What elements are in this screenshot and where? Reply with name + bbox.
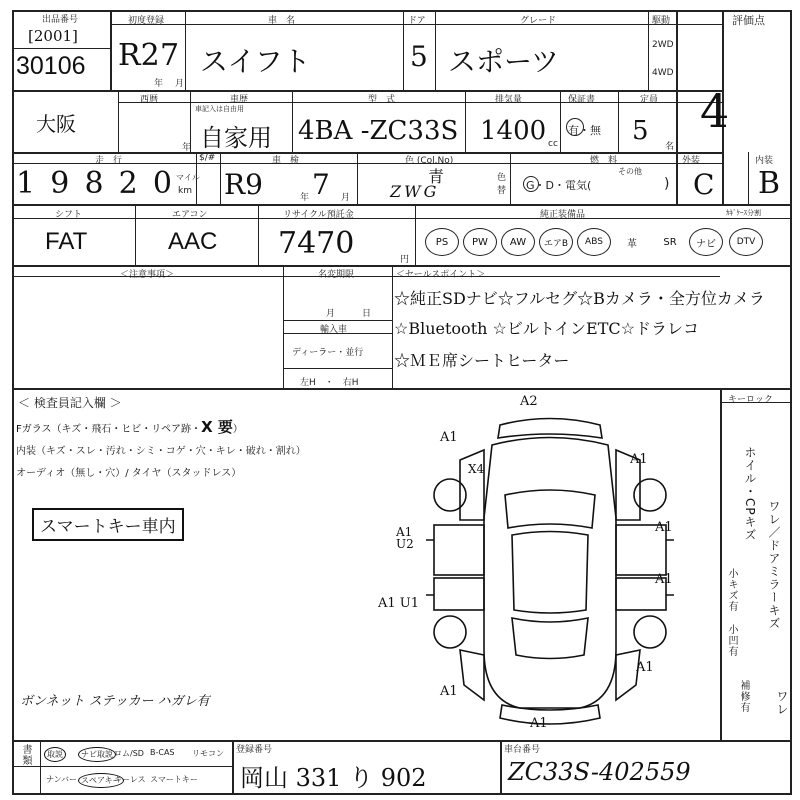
sales-line: ☆ＭＥ席シートヒーター (394, 351, 570, 370)
front-bumper (498, 419, 602, 439)
history-label: 車歴 (230, 95, 249, 105)
equipment-option: PW (463, 228, 497, 256)
recycle-value: 7470 (278, 226, 355, 261)
inspection-year-unit: 年 (300, 193, 310, 203)
mileage-digits (16, 166, 172, 202)
mileage-digit: 8 (84, 166, 104, 201)
damage-mark: A1 (630, 452, 648, 467)
dealer-label: ディーラー・並行 (292, 348, 364, 358)
damage-mark: A1 (655, 572, 673, 587)
keylock-label: キーロック (728, 395, 773, 405)
lot-year: [2001] (28, 27, 78, 45)
side-text-3: ワレ (775, 690, 789, 716)
quarter-left (460, 650, 484, 700)
keycase-label: ｶｷﾞｹｰｽ分割 (726, 209, 761, 217)
fglass-end: ） (232, 424, 243, 435)
first-reg-year: 7 (160, 38, 180, 73)
reg-label: 登録番号 (236, 745, 273, 755)
chassis-label: 車台番号 (504, 745, 541, 755)
fuel-other: その他 (618, 167, 642, 176)
inspection-month-unit: 月 (341, 193, 351, 203)
score-label: 評価点 (732, 14, 765, 27)
capacity-value: 5 (632, 116, 649, 146)
repaint-label: 色替 (497, 173, 507, 196)
sticker-note: ボンネット ステッカー ハガレ有 (20, 694, 210, 709)
equipment-option: SR (663, 236, 677, 248)
recycle-label: リサイクル預託金 (283, 210, 354, 220)
equipment-label: 純正装備品 (540, 210, 586, 220)
persons-unit: 名 (665, 142, 675, 152)
grade-value: スポーツ (448, 45, 559, 78)
history-note: 車記入は自由用 (195, 105, 244, 113)
doc-item: ロム/SD (114, 749, 144, 758)
car-diagram (420, 400, 680, 735)
color-label: 色 (Col.No) (405, 156, 454, 166)
equipment-option: エアB (539, 228, 573, 256)
grade-label: グレード (520, 16, 557, 26)
docs-label: 書類 (20, 744, 31, 766)
wheel-rear-right (634, 616, 666, 648)
chassis-value: ZC33S-402559 (508, 758, 691, 786)
doc-item: リモコン (192, 749, 224, 758)
damage-mark: A2 (520, 394, 538, 409)
doors-label: ドア (408, 16, 426, 26)
km-unit: km (178, 186, 192, 196)
damage-mark: A1 (440, 684, 458, 699)
color-code: ZWG (390, 182, 440, 201)
mileage-label: 走 行 (95, 156, 123, 166)
history-value: 自家用 (200, 124, 272, 152)
door-rear-left (434, 578, 484, 610)
import-label: 輸入車 (320, 325, 348, 335)
drive-label: 駆動 (652, 16, 671, 26)
car-name-label: 車 名 (268, 16, 296, 26)
sales-label: ＜セールスポイント＞ (396, 270, 486, 280)
inspection-label: 車 検 (272, 156, 300, 166)
first-reg-label: 初度登録 (128, 16, 165, 26)
sales-line: ☆純正SDナビ☆フルセグ☆Bカメラ・全方位カメラ (394, 289, 765, 308)
displacement-label: 排気量 (495, 95, 523, 105)
wheel-front-right (634, 479, 666, 511)
door-front-left (434, 525, 484, 575)
equipment-option: ナビ (689, 228, 723, 256)
equipment-option: ABS (577, 228, 611, 256)
fglass-mark: X 要 (201, 418, 233, 436)
mileage-digit: 0 (152, 166, 172, 201)
inspection-era: R9 (224, 168, 263, 201)
car-name: スイフト (200, 45, 311, 78)
warranty-options: 有・無 (568, 124, 601, 137)
doc-item: ナビ取説 (78, 747, 116, 762)
month-unit: 月 (175, 79, 185, 89)
deadline-label: 名変期限 (318, 270, 355, 280)
doc-item: スマートキー (150, 775, 198, 784)
inspection-month: 7 (312, 168, 330, 201)
year-unit-2: 年 (182, 143, 192, 153)
body-outline (484, 438, 616, 709)
doc-item: ナンバー (46, 775, 78, 784)
ac-label: エアコン (172, 210, 208, 220)
side-small-3: 補修有 (738, 680, 749, 713)
deadline-date: 月 日 (326, 309, 372, 319)
damage-mark: A1 (530, 716, 548, 731)
color-value: 青 (428, 167, 445, 186)
mileage-digit: 2 (118, 166, 138, 201)
mile-unit: マイル (176, 173, 200, 182)
roof (512, 532, 588, 614)
handle-label: 左H ・ 右H (300, 378, 359, 388)
side-text-2: ワレ／ドアミラーキズ (767, 500, 781, 630)
fender-front-left (460, 450, 484, 520)
damage-mark: A1 (655, 520, 673, 535)
sales-line: ☆Bluetooth ☆ビルトインETC☆ドラレコ (394, 319, 699, 338)
shift-value: FAT (45, 228, 88, 255)
side-small-2: 小凹有 (726, 624, 737, 657)
damage-mark: X4 (468, 462, 485, 476)
lot-number: 30106 (16, 52, 86, 80)
ac-value: AAC (168, 228, 218, 255)
displacement-value: 1400 (480, 116, 547, 146)
warranty-label: 保証書 (568, 95, 596, 105)
notes-label: ＜注意事項＞ (120, 270, 175, 280)
equipment-option: 革 (627, 238, 637, 250)
mileage-digit: 1 (16, 166, 36, 201)
equipment-option: PS (425, 228, 459, 256)
fuel-label: 燃 料 (590, 156, 618, 166)
reg-value: 岡山 331 り 902 (240, 764, 427, 792)
fuel-options: G・D・電気( (526, 179, 592, 192)
lot-label: 出品番号 (42, 15, 79, 25)
equipment-option: DTV (729, 228, 763, 256)
fuel-close: ) (664, 176, 670, 192)
year-unit: 年 (154, 79, 164, 89)
damage-mark: A1 (440, 430, 458, 445)
wheel-front-left (434, 479, 466, 511)
interior-value: B (758, 166, 781, 201)
cc-unit: cc (548, 139, 558, 149)
damage-mark: A1 (636, 660, 654, 675)
interior-label: 内装 (755, 156, 774, 166)
doc-item: B-CAS (150, 748, 175, 757)
doc-item: キーレス (114, 775, 146, 784)
windshield (505, 490, 595, 528)
equipment-option: AW (501, 228, 535, 256)
side-small-1: 小キズ有 (726, 568, 737, 612)
sdollar-label: $/# (199, 153, 216, 163)
smartkey-note: スマートキー車内 (40, 517, 176, 537)
exterior-value: C (693, 168, 715, 201)
score-value: 4 (700, 84, 730, 138)
damage-mark: A1 U1 (378, 596, 420, 611)
doc-item: スペアキー (78, 773, 124, 788)
quarter-right (616, 650, 640, 700)
first-reg-era: R2 (118, 38, 160, 73)
side-text-1: ホイル・CPキズ (743, 446, 757, 542)
model-value: 4BA -ZC33S (298, 116, 459, 146)
yen-unit: 円 (400, 255, 410, 265)
western-label: 西暦 (140, 95, 159, 105)
drive-4wd: 4WD (652, 68, 674, 78)
shift-label: シフト (55, 210, 83, 220)
region: 大阪 (36, 114, 76, 136)
drive-2wd: 2WD (652, 40, 674, 50)
fglass-text: Fガラス（キズ・飛石・ヒビ・リペア跡・ (16, 424, 202, 435)
wheel-rear-left (434, 616, 466, 648)
mileage-digit: 9 (50, 166, 70, 201)
interior-line: 内装（キズ・スレ・汚れ・シミ・コゲ・穴・キレ・破れ・割れ） (16, 446, 306, 457)
doors-value: 5 (410, 40, 428, 73)
audio-tire-line: オーディオ（無し・穴）/ タイヤ（スタッドレス） (16, 468, 242, 479)
exterior-label: 外装 (682, 156, 701, 166)
inspector-line-1 (16, 416, 243, 437)
doc-item: 取説 (44, 747, 66, 762)
smartkey-box (32, 508, 184, 541)
model-label: 型 式 (368, 95, 396, 105)
rear-window (512, 618, 588, 659)
capacity-label: 定員 (640, 95, 659, 105)
damage-mark: A1 U2 (396, 525, 414, 551)
inspector-title: ＜ 検査員記入欄 ＞ (18, 396, 122, 410)
